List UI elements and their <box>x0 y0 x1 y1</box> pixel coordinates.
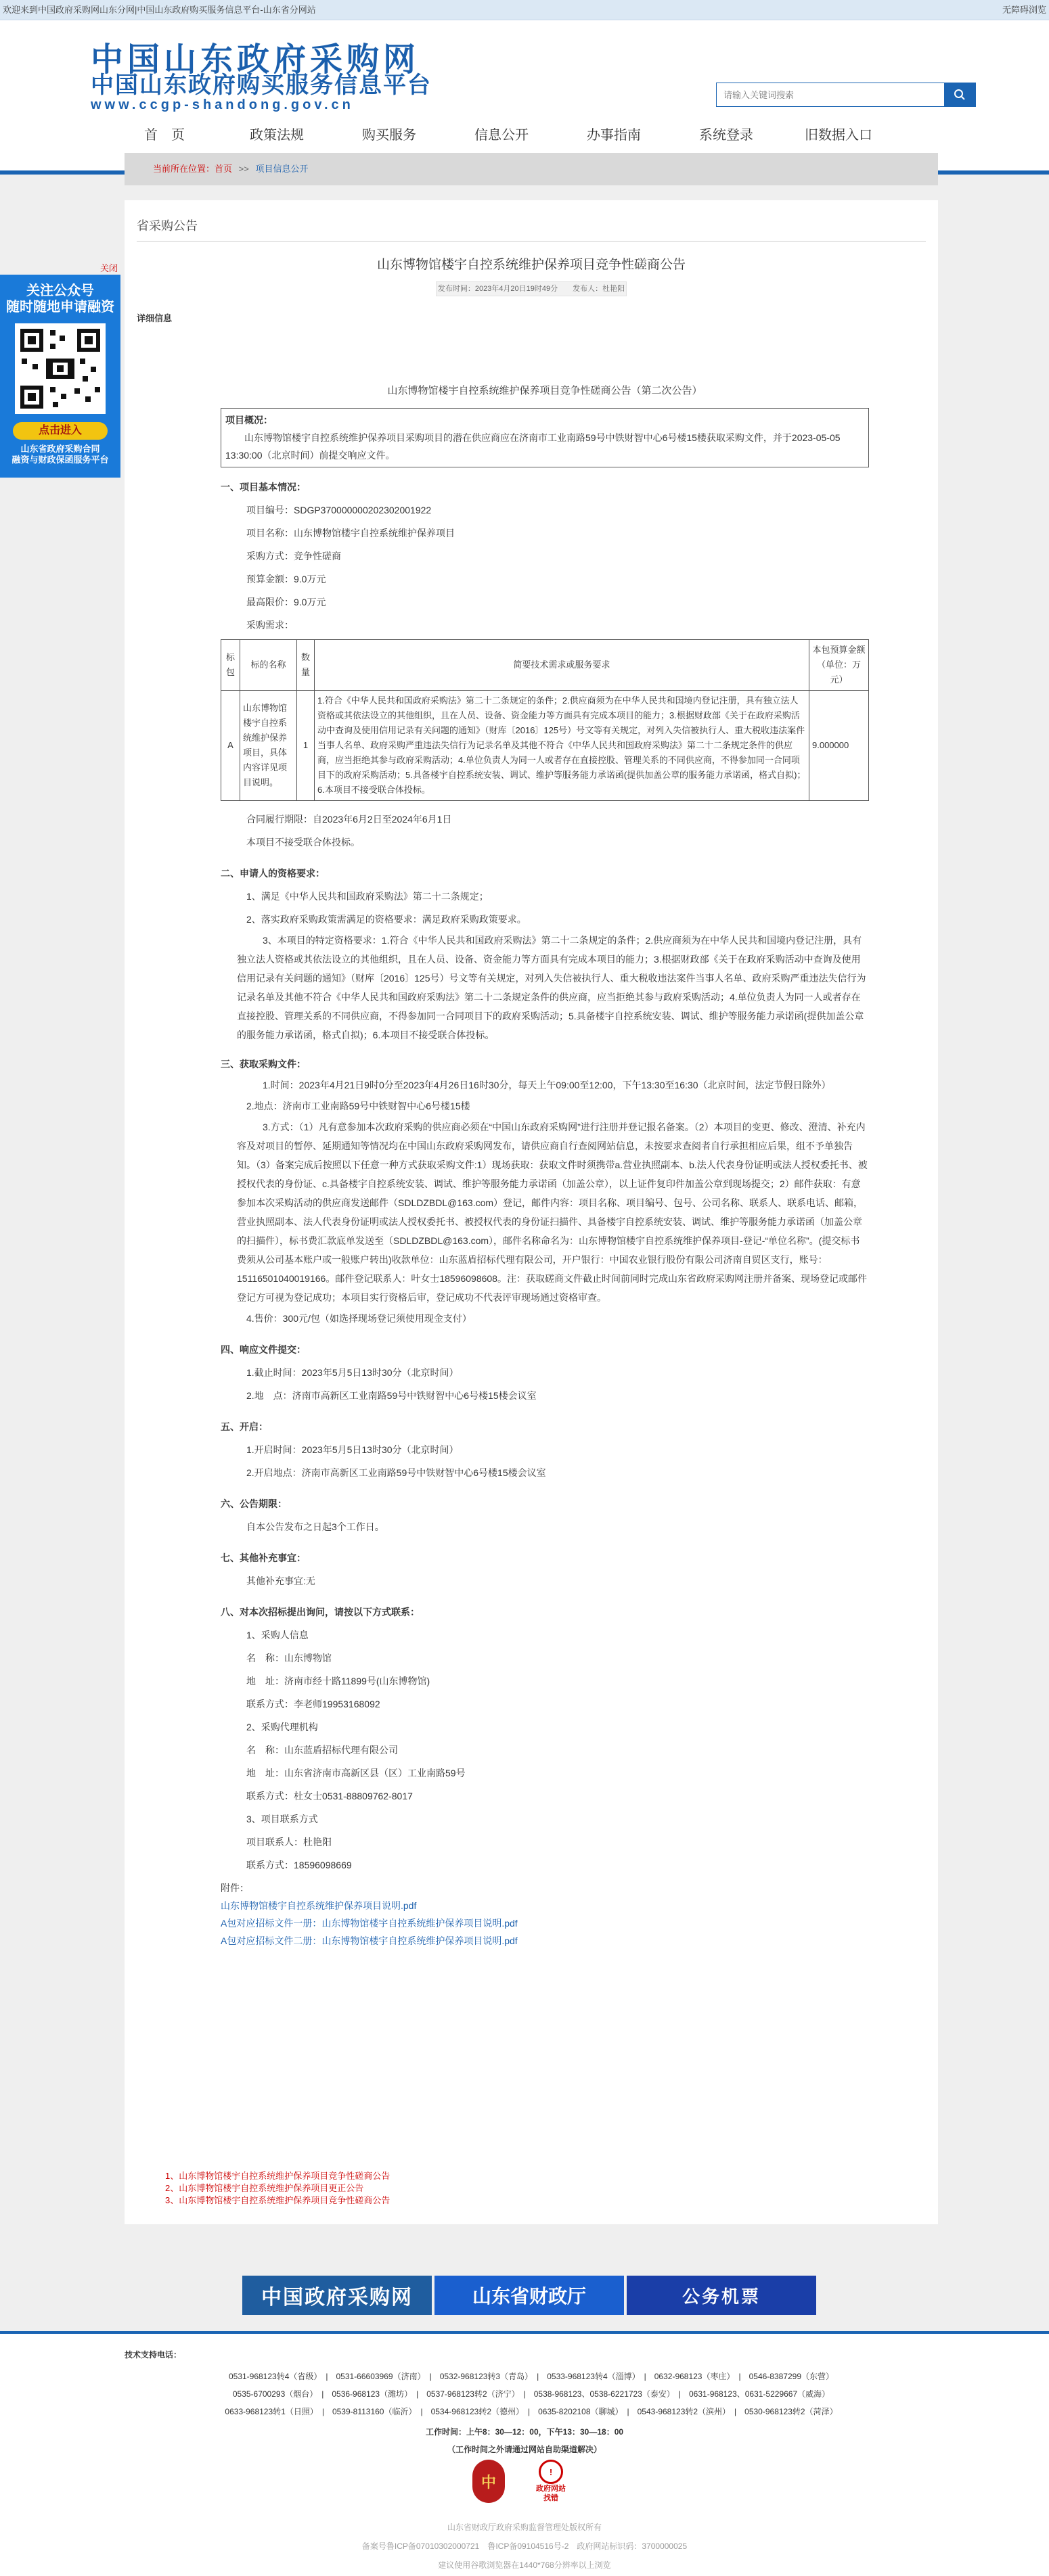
list-item: 2.地 点：济南市高新区工业南路59号中铁财智中心6号楼15楼会议室 <box>246 1390 537 1401</box>
list-item: 自本公告发布之日起3个工作日。 <box>246 1521 384 1532</box>
paragraph: 2.地点：济南市工业南路59号中铁财智中心6号楼15楼 <box>246 1101 470 1111</box>
browser-note: 建议使用谷歌浏览器在1440*768分辨率以上浏览 <box>438 2560 611 2570</box>
list-item: 1.开启时间：2023年5月5日13时30分（北京时间） <box>246 1444 459 1455</box>
paragraph: 3.方式：（1）凡有意参加本次政府采购的供应商必须在“中国山东政府采购网”进行注册并登记报名备案。（2）本项目的变更、修改、澄清、补充内容及对项目的暂停、延期通知等情况均在中国山东政府采购网发布，请供应商自行查阅网站信息，未按要求查阅者自行承担相应后果，组不予单独告知。（3）备案完成后按照以下任意一种方式获取采购文件:1）现场获取：获取文件时须携带a.营业执照副本、b.法人代表身份证明或法人授权委托书、被授权代表的身份证、c.具备楼宇自控系统安装、调试、维护等服务能力承诺函（加盖公章），以上证件复印件加盖公章到现场提交；2）邮件获取：有意参加本次采购活动的供应商发送邮件（SDLDZBDL@163.com）登记，邮件内容：项目名称、项目编号、包号、公司名称、联系人、联系电话、邮箱，营业执照副本、法人代表身份证明或法人授权委托书、被授权代表的身份证扫描件、具备楼宇自控系统安装、调试、维护等服务能力承诺函（加盖公章的扫描件），标书费汇款底单发送至（SDLDZBDL@163.com），邮件名称命名为：山东博物馆楼宇自控系统维护保养项目-登记-“单位名称”。(提交标书费须从公司基本账户或一般账户转出)收款单位：山东蓝盾招标代理有限公司，开户银行：中国农业银行股份有限公司济南自贸区支行，账号：15116501040019166。邮件登记联系人：叶女士18596098608。注：获取磋商文件截止时间前同时完成山东省政府采购网注册并备案、现场登记或邮件登记方可视为登记成功；本项目实行资格后审，登记成功不代表评审现场通过资格审查。 <box>237 1122 868 1303</box>
logo-subtitle: 中国山东政府购买服务信息平台 <box>91 72 432 99</box>
breadcrumb-home[interactable]: 首页 <box>215 164 233 174</box>
site-header <box>0 20 1049 115</box>
list-item: 其他补充事宜:无 <box>246 1576 315 1586</box>
work-hours <box>0 2423 1049 2458</box>
list-item: 项目名称：山东博物馆楼宇自控系统维护保养项目 <box>246 528 455 538</box>
close-button[interactable]: 关闭 <box>100 263 118 273</box>
float-subtitle: 随时随地申请融资 <box>6 300 114 315</box>
overview-box <box>221 408 869 467</box>
nav-item[interactable]: 购买服务 <box>362 128 416 143</box>
search-icon <box>954 89 966 101</box>
badge-label: 找错 <box>543 2494 558 2502</box>
list-item: 1、采购人信息 <box>246 1630 309 1640</box>
list-item: 项目联系人：杜艳阳 <box>246 1837 332 1847</box>
table-cell: 1.符合《中华人民共和国政府采购法》第二十二条规定的条件；2.供应商须为在中华人民共和国境内登记注册，具有独立法人资格或其依法设立的其他组织，且在人员、设备、资金能力等方面具有完成本项目的能力；3.根据财政部《关于在政府采购活动中查询及使用信用记录有关问题的通知》（财库〔2016〕125号）号文等有关规定，对列入失信被执行人、重大税收违法案件当事人名单、政府采购严重违法失信行为记录名单及其他不符合《中华人民共和国政府采购法》第二十二条规定条件的供应商，应当拒绝其参与政府采购活动；4.单位负责人为同一人或者存在直接控股、管理关系的不同供应商，不得参加同一合同项目下的政府采购活动；5.具备楼宇自控系统安装、调试、维护等服务能力承诺函(提供加盖公章的服务能力承诺函，格式自拟)；6.本项目不接受联合体投标。 <box>315 691 809 801</box>
section-heading: 七、其他补充事宜： <box>221 1552 306 1563</box>
top-bar <box>0 0 1049 20</box>
nav-item[interactable]: 系统登录 <box>699 128 753 143</box>
attachments <box>221 1879 869 1950</box>
work-hours-text: 工作时间：上午8：30—12：00，下午13：30—18：00 <box>425 2427 624 2437</box>
attachment-link[interactable]: A包对应招标文件一册：山东博物馆楼宇自控系统维护保养项目说明.pdf <box>221 1918 518 1929</box>
wechat-float-panel <box>0 263 120 478</box>
enter-button[interactable]: 点击进入 <box>13 422 108 440</box>
party-gov-badge-icon[interactable]: 中 <box>472 2460 505 2503</box>
nav-item[interactable]: 办事指南 <box>587 128 641 143</box>
attachment-link[interactable]: A包对应招标文件二册：山东博物馆楼宇自控系统维护保养项目说明.pdf <box>221 1935 518 1946</box>
support-phones <box>125 2368 938 2420</box>
related-link[interactable]: 2、山东博物馆楼宇自控系统维护保养项目更正公告 <box>165 2183 364 2193</box>
list-item: 最高限价：9.0万元 <box>246 597 326 607</box>
work-hours-note: （工作时间之外请通过网站自助渠道解决） <box>447 2445 602 2454</box>
banner-air-tickets[interactable]: 公务机票 <box>627 2276 816 2315</box>
table-header: 标的名称 <box>240 640 297 691</box>
list-item: 采购需求： <box>246 620 294 630</box>
list-item: 采购方式：竞争性磋商 <box>246 551 341 561</box>
list-item: 1、满足《中华人民共和国政府采购法》第二十二条规定； <box>246 891 489 902</box>
search-button[interactable] <box>944 83 975 106</box>
breadcrumb-separator: >> <box>238 164 249 174</box>
search-box <box>716 83 976 107</box>
footer-meta <box>0 2518 1049 2575</box>
table-header: 标包 <box>221 640 240 691</box>
search-input[interactable] <box>717 83 944 106</box>
section-heading: 五、开启： <box>221 1421 268 1432</box>
banner-ccgp[interactable]: 中国政府采购网 <box>242 2276 432 2315</box>
related-link[interactable]: 1、山东博物馆楼宇自控系统维护保养项目竞争性磋商公告 <box>165 2171 390 2181</box>
list-item: 1.截止时间：2023年5月5日13时30分（北京时间） <box>246 1367 459 1378</box>
float-title: 关注公众号 <box>26 283 94 298</box>
list-item: 预算金额：9.0万元 <box>246 574 326 584</box>
section-heading: 一、项目基本情况： <box>221 482 306 492</box>
list-item: 名 称：山东博物馆 <box>246 1653 332 1663</box>
list-item: 地 址：山东省济南市高新区县（区）工业南路59号 <box>246 1768 466 1778</box>
gov-site-report-badge[interactable] <box>524 2460 578 2503</box>
requirements-table <box>221 639 869 801</box>
list-item: 联系方式：李老师19953168092 <box>246 1699 380 1709</box>
copyright: 山东省财政厅政府采购监督管理处版权所有 <box>447 2523 602 2532</box>
accessibility-link[interactable]: 无障碍浏览 <box>1002 5 1046 15</box>
publish-info: 发布时间：2023年4月20日19时49分 发布人：杜艳阳 <box>436 281 627 296</box>
banner-finance-dept[interactable]: 山东省财政厅 <box>434 2276 624 2315</box>
icp-record[interactable]: 备案号鲁ICP备07010302000721 鲁ICP备09104516号-2 政府网站标识码：3700000025 <box>361 2542 688 2551</box>
table-header: 数量 <box>297 640 315 691</box>
badge-label: 政府网站 <box>536 2485 566 2493</box>
phones-row: 0633-968123转1（日照） | 0539-8113160（临沂） | 0534-968123转2（德州） | 0635-8202108（聊城） | 0543-968123转2（滨州） | 0530-968123转2（菏泽） <box>225 2407 838 2416</box>
list-item: 2、落实政府采购政策需满足的资格要求：满足政府采购政策要求。 <box>246 914 527 925</box>
table-header: 本包预算金额（单位：万元） <box>809 640 869 691</box>
partner-banners <box>242 2276 816 2315</box>
nav-item[interactable]: 首 页 <box>144 128 185 143</box>
article-title: 山东博物馆楼宇自控系统维护保养项目竞争性磋商公告 <box>376 258 686 272</box>
detail-label: 详细信息 <box>137 313 173 323</box>
paragraph: 3、本项目的特定资格要求：1.符合《中华人民共和国政府采购法》第二十二条规定的条件；2.供应商须为在中华人民共和国境内登记注册，具有独立法人资格或其依法设立的其他组织，且在人员、设备、资金能力等方面具有完成本项目的能力；3.根据财政部《关于在政府采购活动中查询及使用信用记录有关问题的通知》（财库〔2016〕125号）号文等有关规定，对列入失信被执行人、重大税收违法案件当事人名单、政府采购严重违法失信行为记录名单及其他不符合《中华人民共和国政府采购法》第二十二条规定条件的供应商，应当拒绝其参与政府采购活动；4.单位负责人为同一人或者存在直接控股、管理关系的不同供应商，不得参加同一合同项目下的政府采购活动；5.具备楼宇自控系统安装、调试、维护等服务能力承诺函(提供加盖公章的服务能力承诺函，格式自拟)；6.本项目不接受联合体投标。 <box>237 935 866 1040</box>
list-item: 本项目不接受联合体投标。 <box>246 837 360 848</box>
phones-row: 0531-968123转4（省级） | 0531-66603969（济南） | 0532-968123转3（青岛） | 0533-968123转4（淄博） | 0632-968123（枣庄） | 0546-8387299（东营） <box>228 2372 834 2381</box>
breadcrumb <box>125 153 938 185</box>
footer-badges <box>472 2460 578 2503</box>
list-item: 联系方式：杜女士0531-88809762-8017 <box>246 1791 413 1801</box>
nav-item[interactable]: 旧数据入口 <box>805 128 872 143</box>
related-link[interactable]: 3、山东博物馆楼宇自控系统维护保养项目竞争性磋商公告 <box>165 2195 390 2205</box>
list-item: 合同履行期限：自2023年6月2日至2024年6月1日 <box>246 814 452 825</box>
welcome-text: 欢迎来到中国政府采购网山东分网|中国山东政府购买服务信息平台-山东省分网站 <box>3 5 316 15</box>
float-platform-name: 山东省政府采购合同 融资与财政保函服务平台 <box>12 444 109 465</box>
breadcrumb-current[interactable]: 项目信息公开 <box>255 164 309 174</box>
table-cell: 9.000000 <box>809 691 869 801</box>
list-item: 名 称：山东蓝盾招标代理有限公司 <box>246 1745 398 1755</box>
section-heading: 二、申请人的资格要求： <box>221 868 325 879</box>
site-footer <box>0 2331 1049 2576</box>
list-item: 项目编号：SDGP370000000202302001922 <box>246 505 432 515</box>
table-cell: 山东博物馆楼宇自控系统维护保养项目，具体内容详见项目说明。 <box>240 691 297 801</box>
attachments-label: 附件： <box>221 1883 249 1893</box>
announcement-body <box>221 383 869 1950</box>
list-item: 3、项目联系方式 <box>246 1814 318 1824</box>
nav-item[interactable]: 政策法规 <box>250 128 304 143</box>
related-announcements <box>165 2170 390 2207</box>
attachment-link[interactable]: 山东博物馆楼宇自控系统维护保养项目说明.pdf <box>221 1900 417 1911</box>
section-heading: 六、公告期限： <box>221 1498 287 1509</box>
paragraph: 4.售价：300元/包（如选择现场登记须使用现金支付） <box>246 1313 472 1324</box>
paragraph: 1.时间：2023年4月21日9时0分至2023年4月26日16时30分，每天上午09:00至12:00，下午13:30至16:30（北京时间，法定节假日除外） <box>263 1080 831 1090</box>
table-cell: A <box>221 691 240 801</box>
report-badge-icon: ! <box>539 2460 563 2484</box>
phones-row: 0535-6700293（烟台） | 0536-968123（潍坊） | 0537-968123转2（济宁） | 0538-968123、0538-6221723（泰安） | 0631-968123、0631-5229667（威海） <box>232 2389 830 2399</box>
list-item: 2、采购代理机构 <box>246 1722 318 1732</box>
list-item: 联系方式：18596098669 <box>246 1860 352 1870</box>
overview-body: 山东博物馆楼宇自控系统维护保养项目采购项目的潜在供应商应在济南市工业南路59号中铁财智中心6号楼15楼获取采购文件，并于2023-05-05 13:30:00（北京时间）前提交响应文件。 <box>225 432 841 461</box>
list-item: 地 址：济南市经十路11899号(山东博物馆) <box>246 1676 430 1686</box>
breadcrumb-label: 当前所在位置： <box>153 164 215 174</box>
table-header: 简要技术需求或服务要求 <box>315 640 809 691</box>
section-heading: 四、响应文件提交： <box>221 1344 306 1355</box>
qr-code-icon <box>15 323 106 414</box>
site-logo[interactable] <box>91 42 443 112</box>
doc-title: 山东博物馆楼宇自控系统维护保养项目竞争性磋商公告（第二次公告） <box>387 385 702 396</box>
section-title: 省采购公告 <box>137 216 926 242</box>
table-cell: 1 <box>297 691 315 801</box>
overview-heading: 项目概况： <box>225 415 273 426</box>
support-label: 技术支持电话： <box>125 2350 182 2360</box>
list-item: 2.开启地点：济南市高新区工业南路59号中铁财智中心6号楼15楼会议室 <box>246 1467 546 1478</box>
section-heading: 三、获取采购文件： <box>221 1059 306 1070</box>
logo-url: www.ccgp-shandong.gov.cn <box>91 97 354 112</box>
logo-title: 中国山东政府采购网 <box>91 41 420 78</box>
main-content <box>125 200 938 2224</box>
nav-item[interactable]: 信息公开 <box>474 128 529 143</box>
section-heading: 八、对本次招标提出询问，请按以下方式联系： <box>221 1607 420 1617</box>
